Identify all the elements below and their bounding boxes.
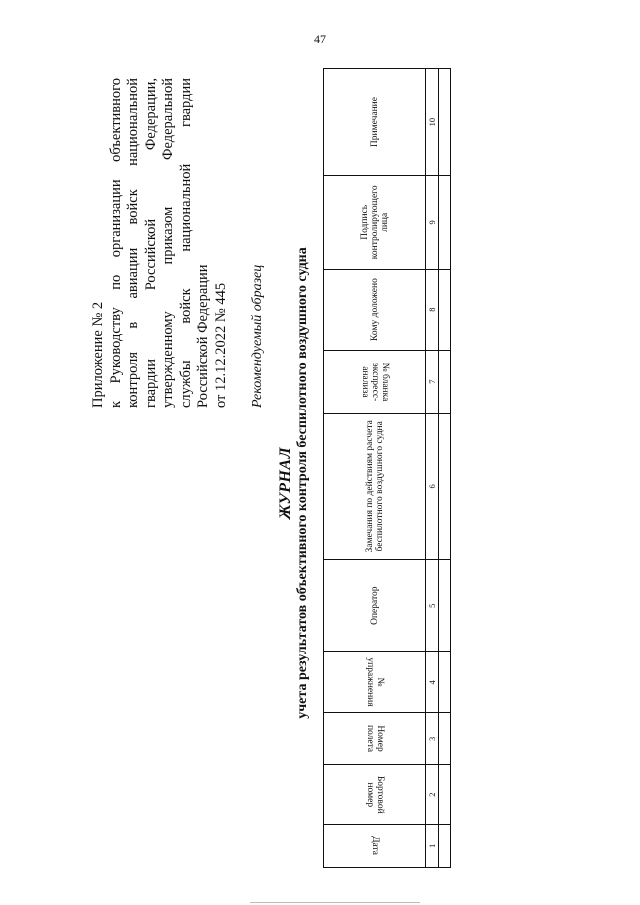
table-cell	[439, 413, 451, 559]
table-cell	[439, 652, 451, 713]
header-cell: Замечания по действиям расчета беспилотного воздушного судна	[324, 413, 426, 559]
scan-edge-line	[250, 902, 420, 903]
table-cell	[439, 176, 451, 269]
journal-table	[323, 68, 451, 868]
appendix-line: утвержденному приказом Федеральной	[160, 78, 176, 408]
table-header-row	[324, 69, 426, 868]
column-number: 3	[426, 713, 439, 765]
header-cell: Дата	[324, 824, 426, 867]
column-number: 7	[426, 350, 439, 413]
appendix-line: от 12.12.2022 № 445	[212, 282, 229, 408]
column-number: 4	[426, 652, 439, 713]
column-number: 8	[426, 269, 439, 350]
sample-note: Рекомендуемый образец	[250, 264, 265, 408]
appendix-block	[90, 78, 230, 408]
column-number: 6	[426, 413, 439, 559]
appendix-line: контроля в авиации войск национальной	[125, 78, 141, 408]
header-cell: Номер полета	[324, 713, 426, 765]
appendix-line: к Руководству по организации объективного	[107, 78, 124, 408]
appendix-line: Российской Федерации	[195, 264, 211, 408]
journal-subtitle: учета результатов объективного контроля беспилотного воздушного судна	[295, 247, 310, 719]
table-cell	[439, 559, 451, 651]
table-cell	[439, 713, 451, 765]
table-cell	[439, 765, 451, 824]
header-cell: Кому доложено	[324, 269, 426, 350]
title-block	[277, 98, 311, 868]
column-number: 5	[426, 559, 439, 651]
appendix-line: службы войск национальной гвардии	[177, 78, 194, 408]
column-number-row	[426, 69, 439, 868]
journal-title: ЖУРНАЛ	[277, 446, 294, 520]
table-cell	[439, 269, 451, 350]
header-cell: № бланка экспресс-анализа	[324, 350, 426, 413]
appendix-line: Приложение № 2	[90, 301, 106, 408]
table-cell	[439, 69, 451, 176]
column-number: 9	[426, 176, 439, 269]
column-number: 10	[426, 69, 439, 176]
header-cell: Подпись контролирующего лица	[324, 176, 426, 269]
header-cell: Бортовой номер	[324, 765, 426, 824]
column-number: 1	[426, 824, 439, 867]
table-cell	[439, 824, 451, 867]
rotated-content	[80, 68, 450, 868]
column-number: 2	[426, 765, 439, 824]
table-row	[439, 69, 451, 868]
page-number: 47	[314, 32, 326, 46]
header-cell: Примечание	[324, 69, 426, 176]
header-cell: Оператор	[324, 559, 426, 651]
appendix-line: гвардии Российской Федерации,	[142, 78, 159, 408]
header-cell: № упражнения	[324, 652, 426, 713]
table-cell	[439, 350, 451, 413]
